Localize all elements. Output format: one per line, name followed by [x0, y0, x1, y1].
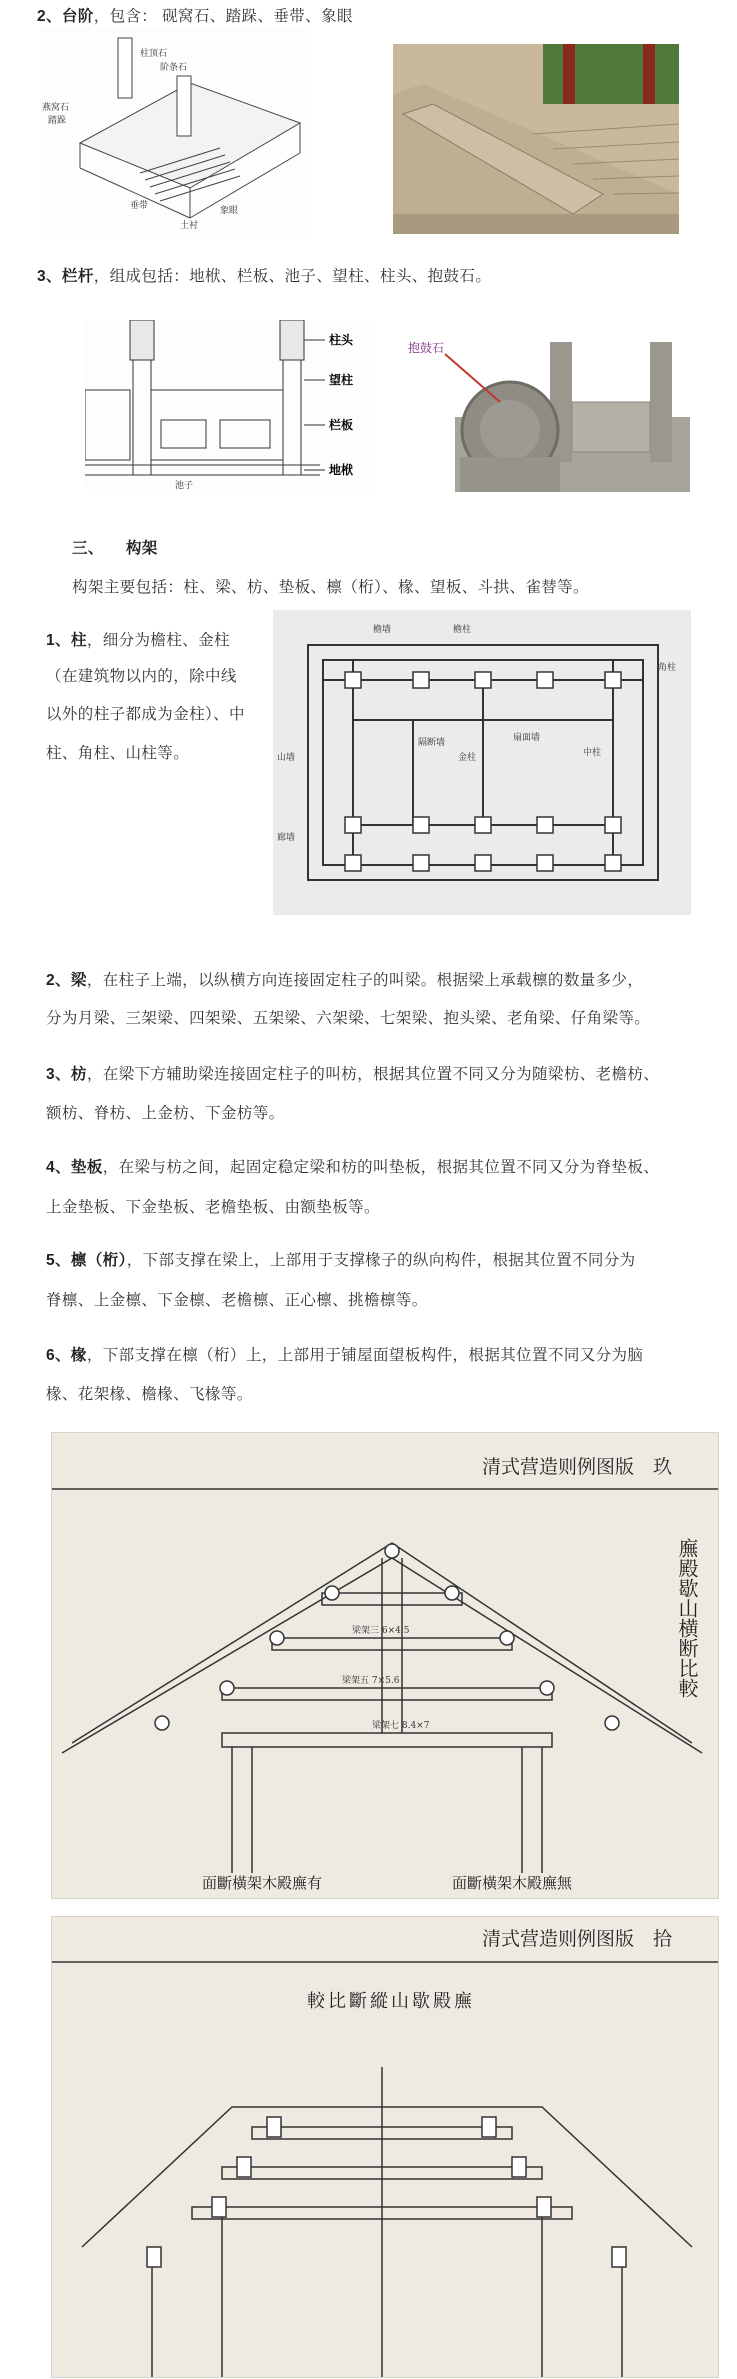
plan-label-3: 隔断墙: [418, 738, 446, 748]
frame-heading-title: 构架: [125, 540, 158, 557]
plate-9-beam-3: 梁架三 6×4.5: [352, 1626, 410, 1636]
fang-title: 枋: [70, 1066, 87, 1083]
stair-photo: [393, 44, 679, 234]
stair-sketch: [40, 28, 310, 238]
stair-label-4: 垂带: [130, 201, 149, 211]
plate-9-title: 清式营造则例图版 玖: [482, 1456, 673, 1478]
section-2-title: 台阶: [61, 8, 94, 25]
plan-label-7: 山墙: [277, 753, 296, 763]
plate-9-right-caption: 面斷橫架木殿廡無: [452, 1874, 573, 1892]
dianban-num: 4、: [46, 1159, 71, 1176]
zhu-line-0: [46, 628, 230, 650]
lin-title: 檩（桁）: [70, 1252, 127, 1269]
column-floor-plan: [273, 610, 691, 915]
plan-label-0: 檐墙: [373, 625, 392, 635]
liang-line-2: 分为月梁、三架梁、四架梁、五架梁、六架梁、七架梁、抱头梁、老角梁、仔角梁等。: [46, 1010, 651, 1027]
section-3-heading: [37, 264, 491, 286]
plate-9-beam-5: 梁架五 7×5.6: [342, 1676, 400, 1686]
stair-label-6: 象眼: [220, 206, 239, 216]
zhu-title: 柱: [70, 632, 87, 649]
section-3-rest: ，组成包括：地栿、栏板、池子、望柱、柱头、抱鼓石。: [93, 268, 492, 285]
stair-label-3: 踏跺: [48, 116, 67, 126]
plate-9-cross-section: [51, 1432, 719, 1899]
plan-label-8: 廊墙: [277, 833, 296, 843]
fang-line-1: [46, 1062, 659, 1084]
lin-num: 5、: [46, 1252, 71, 1269]
railing-label-4: 池子: [175, 481, 194, 490]
railing-label-0: 柱头: [329, 333, 354, 347]
plate-9-left-caption: 面斷橫架木殿廡有: [202, 1874, 323, 1892]
chuan-line-2: 椽、花架椽、檐椽、飞椽等。: [46, 1386, 253, 1403]
lin-line-2: 脊檩、上金檩、下金檩、老檐檩、正心檩、挑檐檩等。: [46, 1292, 428, 1309]
liang-text-1: ，在柱子上端，以纵横方向连接固定柱子的叫梁。根据梁上承载檩的数量多少，: [86, 972, 644, 989]
dianban-text-1: ，在梁与枋之间，起固定稳定梁和枋的叫垫板，根据其位置不同又分为脊垫板、: [102, 1159, 660, 1176]
section-3-title: 栏杆: [61, 268, 94, 285]
section-3-num: 3、: [37, 268, 62, 285]
lin-text-1: ，下部支撑在梁上，上部用于支撑椽子的纵向构件，根据其位置不同分为: [126, 1252, 636, 1269]
stair-label-5: 土衬: [180, 221, 199, 231]
dianban-line-1: [46, 1155, 659, 1177]
zhu-text-2: 以外的柱子都成为金柱）、中: [46, 706, 245, 723]
plan-label-6: 中柱: [583, 748, 602, 758]
frame-intro: 构架主要包括：柱、梁、枋、垫板、檩（桁）、椽、望板、斗拱、雀替等。: [72, 579, 589, 596]
drum-stone-label: 抱鼓石: [408, 341, 445, 355]
plan-label-2: 角柱: [658, 663, 677, 673]
plate-9-beam-7: 梁架七 8.4×7: [372, 1721, 430, 1731]
chuan-num: 6、: [46, 1347, 71, 1364]
zhu-num: 1、: [46, 632, 71, 649]
plate-10-subtitle: 較比斷縱山歇殿廡: [307, 1991, 475, 2012]
plate-10-title: 清式营造则例图版 拾: [482, 1928, 673, 1950]
plate-10-longitudinal-section: [51, 1916, 719, 2378]
liang-line-1: [46, 968, 643, 990]
fang-line-2: 额枋、脊枋、上金枋、下金枋等。: [46, 1105, 285, 1122]
section-2-num: 2、: [37, 8, 62, 25]
frame-heading-num: 三、: [72, 540, 104, 557]
railing-label-2: 栏板: [329, 418, 354, 432]
plate-9-side-title: 廡殿歇山横断比較: [675, 1538, 699, 1698]
zhu-text-3: 柱、角柱、山柱等。: [46, 745, 190, 762]
plan-label-1: 檐柱: [453, 625, 472, 635]
chuan-text-1: ，下部支撑在檩（桁）上，上部用于铺屋面望板构件，根据其位置不同又分为脑: [86, 1347, 644, 1364]
liang-num: 2、: [46, 972, 71, 989]
fang-text-1: ，在梁下方辅助梁连接固定柱子的叫枋，根据其位置不同又分为随梁枋、老檐枋、: [86, 1066, 660, 1083]
chuan-line-1: [46, 1343, 643, 1365]
lin-line-1: [46, 1248, 636, 1270]
railing-label-3: 地栿: [329, 463, 354, 477]
zhu-text-1: （在建筑物以内的，除中线: [46, 668, 237, 685]
railing-label-1: 望柱: [329, 373, 354, 387]
drum-stone-photo: [400, 322, 690, 497]
stair-label-1: 阶条石: [160, 63, 188, 73]
zhu-text-0: ，细分为檐柱、金柱: [86, 632, 230, 649]
frame-heading: [72, 536, 158, 558]
fang-num: 3、: [46, 1066, 71, 1083]
section-2-heading: [37, 4, 353, 26]
dianban-title: 垫板: [70, 1159, 103, 1176]
section-2-rest: ，包含： 砚窝石、踏跺、垂带、象眼: [93, 8, 353, 25]
stair-label-2: 燕窝石: [42, 103, 70, 113]
liang-title: 梁: [70, 972, 87, 989]
chuan-title: 椽: [70, 1347, 87, 1364]
railing-sketch: [85, 320, 375, 490]
plan-label-4: 金柱: [458, 753, 477, 763]
dianban-line-2: 上金垫板、下金垫板、老檐垫板、由额垫板等。: [46, 1199, 380, 1216]
plan-label-5: 扇面墙: [513, 733, 541, 743]
stair-label-0: 柱顶石: [140, 49, 168, 59]
